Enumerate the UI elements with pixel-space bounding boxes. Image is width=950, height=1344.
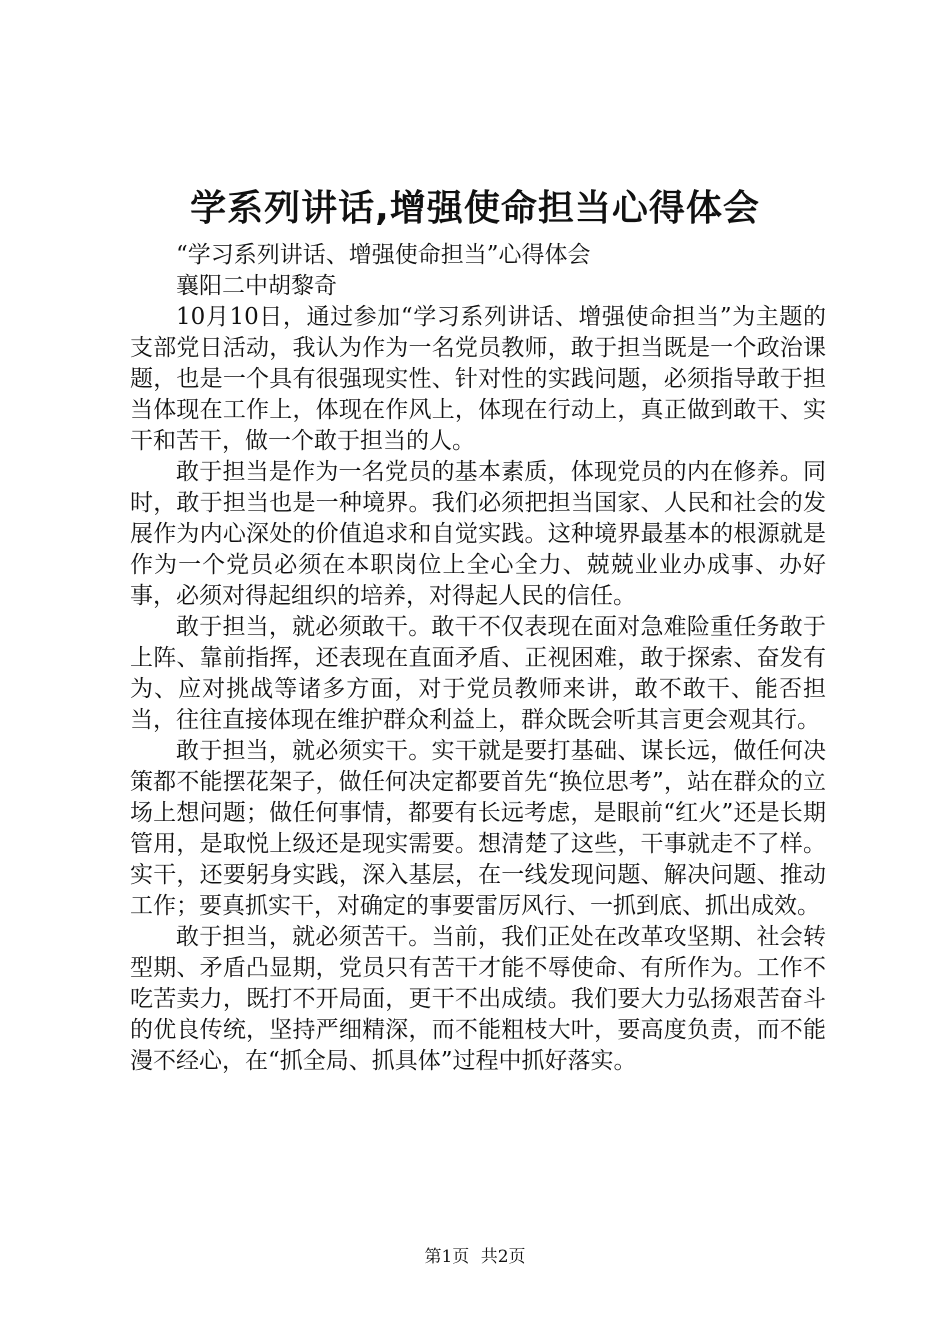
page-footer [0,1245,950,1269]
page-title: 学系列讲话,增强使命担当心得体会 [190,188,760,229]
paragraph: 敢于担当，就必须苦干。当前，我们正处在改革攻坚期、社会转型期、矛盾凸显期，党员只有苦干才能不辱使命、有所作为。工作不吃苦卖力，既打不开局面，更干不出成绩。我们要大力弘扬艰苦奋斗的优良传统，坚持严细精深，而不能粗枝大叶，要高度负责，而不能漫不经心，在“抓全局、抓具体”过程中抓好落实。 [130,924,826,1074]
page-total: 共2页 [480,1247,526,1267]
paragraph: 敢于担当，就必须敢干。敢干不仅表现在面对急难险重任务敢于上阵、靠前指挥，还表现在直面矛盾、正视困难，敢于探索、奋发有为、应对挑战等诸多方面，对于党员教师来讲，敢不敢干、能否担当，往往直接体现在维护群众利益上，群众既会听其言更会观其行。 [130,614,826,733]
paragraph: 10月10日，通过参加“学习系列讲话、增强使命担当”为主题的支部党日活动，我认为作为一名党员教师，敢于担当既是一个政治课题，也是一个具有很强现实性、针对性的实践问题，必须指导敢于担当体现在工作上，体现在作风上，体现在行动上，真正做到敢干、实干和苦干，做一个敢于担当的人。 [130,304,826,454]
page-number: 第1页 [424,1247,470,1267]
document-body [130,240,826,1077]
paragraph: 敢于担当，就必须实干。实干就是要打基础、谋长远，做任何决策都不能摆花架子，做任何决定都要首先“换位思考”，站在群众的立场上想问题；做任何事情，都要有长远考虑，是眼前“红火”还是长期管用，是取悦上级还是现实需要。想清楚了这些，干事就走不了样。实干，还要躬身实践，深入基层，在一线发现问题、解决问题、推动工作；要真抓实干，对确定的事要雷厉风行、一抓到底、抓出成效。 [130,738,826,919]
subtitle-line: “学习系列讲话、增强使命担当”心得体会 [176,242,591,268]
author-line: 襄阳二中胡黎奇 [176,273,337,299]
paragraph: 敢于担当是作为一名党员的基本素质，体现党员的内在修养。同时，敢于担当也是一种境界。我们必须把担当国家、人民和社会的发展作为内心深处的价值追求和自觉实践。这种境界最基本的根源就是作为一个党员必须在本职岗位上全心全力、兢兢业业办成事、办好事，必须对得起组织的培养，对得起人民的信任。 [130,459,826,609]
